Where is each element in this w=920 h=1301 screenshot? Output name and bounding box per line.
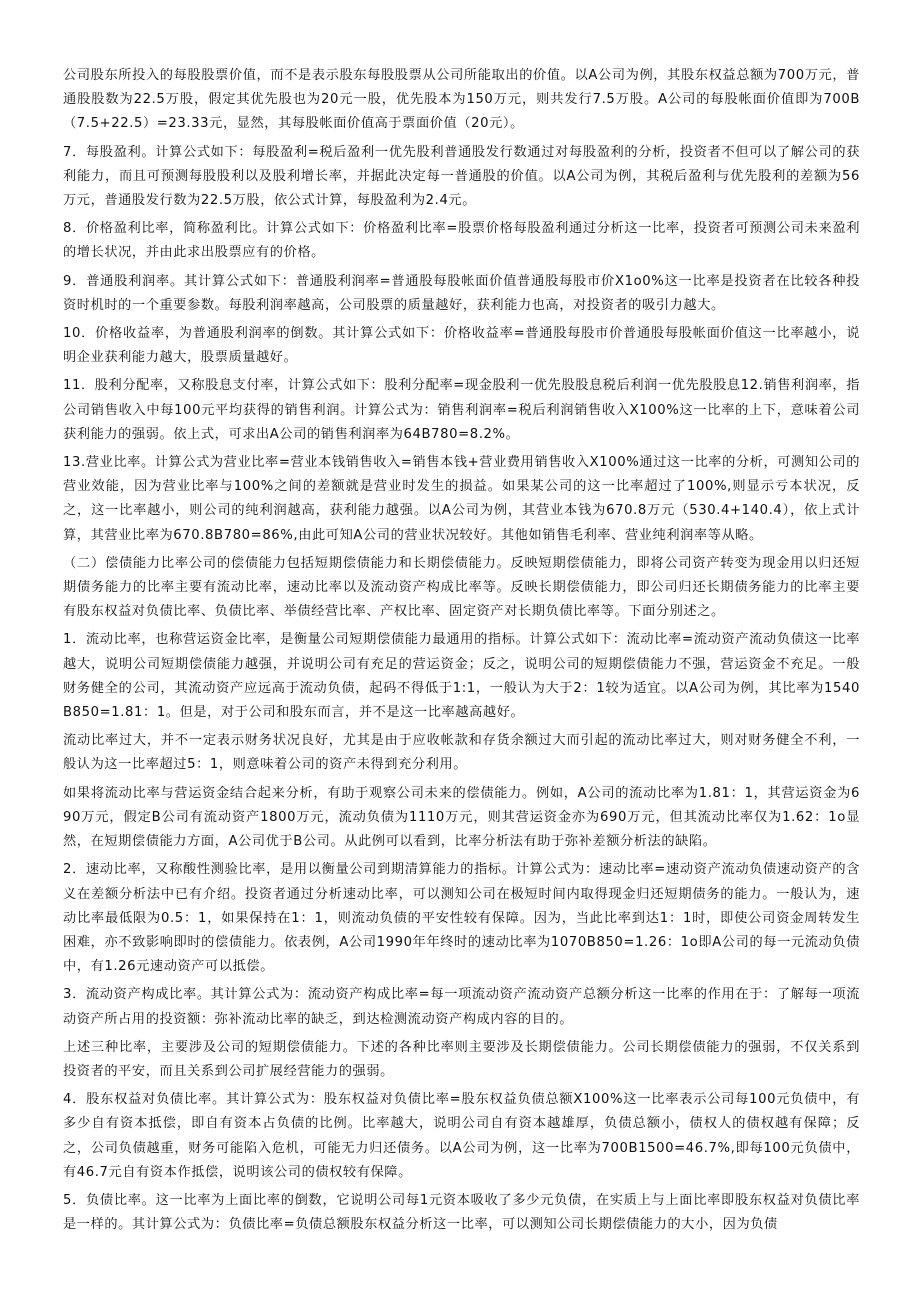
- paragraph-debt-ratio: 5．负债比率。这一比率为上面比率的倒数，它说明公司每1元资本吸收了多少元负债，在实质上与上面比率即股东权益对负债比率是一样的。其计算公式为：负债比率=负债总额股东权益分析这一比率，可以测知公司长期偿债能力的大小，因为负债: [63, 1192, 860, 1233]
- paragraph-payout-ratio: 11．股利分配率，又称股息支付率，计算公式如下：股利分配率=现金股利一优先股股息税后利润一优先股股息12.销售利润率，指公司销售收入中每100元平均获得的销售利润。计算公式为：销售利润率=税后利润销售收入X100%这一比率的上下，意味着公司获利能力的强弱。依上式，可求出A公司的销售利润率为64B780=8.2%。: [63, 378, 860, 442]
- paragraph-working-capital-example: 如果将流动比率与营运资金结合起来分析，有助于观察公司未来的偿债能力。例如，A公司的流动比率为1.81：1，其营运资金为690万元，假定B公司有流动资产1800万元，流动负债为1110万元，则其营运资金亦为690万元，但其流动比率仅为1.62：1o显然，在短期偿债能力方面，A公司优于B公司。从此例可以看到，比率分析法有助于弥补差额分析法的缺陷。: [63, 785, 860, 850]
- paragraph-solvency-ratios: （二）偿债能力比率公司的偿债能力包括短期偿债能力和长期偿债能力。反映短期偿债能力，即将公司资产转变为现金用以归还短期债务能力的比率主要有流动比率，速动比率以及流动资产构成比率等。反映长期偿债能力，即公司归还长期债务能力的比率主要有股东权益对负债比率、负债比率、举债经营比率、产权比率、固定资产对长期负债比率等。下面分别述之。: [63, 555, 860, 620]
- paragraph-current-ratio-excess: 流动比率过大，并不一定表示财务状况良好，尤其是由于应收帐款和存货余额过大而引起的流动比率过大，则对财务健全不利，一般认为这一比率超过5：1，则意味着公司的资产未得到充分利用。: [63, 733, 860, 773]
- paragraph-equity-to-debt: 4．股东权益对负债比率。其计算公式为：股东权益对负债比率=股东权益负债总额X100%这一比率表示公司每100元负债中，有多少自有资本抵偿，即自有资本占负债的比例。比率越大，说明公司自有资本越雄厚，负债总额小，债权人的债权越有保障；反之，公司负债越重，财务可能陷入危机，可能无力归还债务。以A公司为例，这一比率为700B1500=46.7%,即每100元负债中，有46.7元自有资本作抵偿，说明该公司的债权较有保障。: [63, 1092, 860, 1180]
- paragraph-long-term-intro: 上述三种比率，主要涉及公司的短期偿债能力。下述的各种比率则主要涉及长期偿债能力。公司长期偿债能力的强弱，不仅关系到投资者的平安，而且关系到公司扩展经营能力的强弱。: [63, 1039, 860, 1079]
- paragraph-current-asset-composition: 3．流动资产构成比率。其计算公式为：流动资产构成比率=每一项流动资产流动资产总额分析这一比率的作用在于：了解每一项流动资产所占用的投资额：弥补流动比率的缺乏，到达检测流动资产构成内容的目的。: [63, 987, 860, 1027]
- paragraph-operating-ratio: 13.营业比率。计算公式为营业比率=营业本钱销售收入=销售本钱+营业费用销售收入X100%通过这一比率的分析，可测知公司的营业效能，因为营业比率与100%之间的差额就是营业时发生的损益。如果某公司的这一比率超过了100%,则显示亏本状况，反之，这一比率越小，则公司的纯利润越高，获利能力越强。以A公司为例，其营业本钱为670.8万元（530.4+140.4），依上式计算，其营业比率为670.8B780=86%,由此可知A公司的营业状况较好。其他如销售毛利率、营业纯利润率等从略。: [63, 455, 860, 543]
- paragraph-earnings-per-share: 7．每股盈利。计算公式如下：每股盈利=税后盈利一优先股利普通股发行数通过对每股盈利的分析，投资者不但可以了解公司的获利能力，而且可预测每股股利以及股利增长率，并据此决定每一普通股的价值。以A公司为例，其税后盈利与优先股利的差额为56万元，普通股发行数为22.5万股，依公式计算，每股盈利为2.4元。: [63, 144, 860, 209]
- paragraph-common-stock-yield: 9．普通股利润率。其计算公式如下：普通股利润率=普通股每股帐面价值普通股每股市价X1o0%这一比率是投资者在比较各种投资时机时的一个重要参数。每股利润率越高，公司股票的质量越好，获利能力也高，对投资者的吸引力越大。: [63, 273, 860, 313]
- paragraph-price-earnings-ratio: 8．价格盈利比率，简称盈利比。计算公式如下：价格盈利比率=股票价格每股盈利通过分析这一比率，投资者可预测公司未来盈利的增长状况，并由此求出股票应有的价格。: [63, 221, 860, 261]
- paragraph-book-value: 公司股东所投入的每股股票价值，而不是表示股东每股股票从公司所能取出的价值。以A公司为例，其股东权益总额为700万元，普通股股数为22.5万股，假定其优先股也为20元一股，优先股本为150万元，则共发行7.5万股。A公司的每股帐面价值即为700B（7.5+22.5）=23.33元，显然，其每股帐面价值高于票面价值（20元）。: [63, 68, 860, 132]
- paragraph-price-yield-ratio: 10．价格收益率，为普通股利润率的倒数。其计算公式如下：价格收益率=普通股每股市价普通股每股帐面价值这一比率越小，说明企业获利能力越大，股票质量越好。: [63, 326, 860, 366]
- paragraph-current-ratio: 1．流动比率，也称营运资金比率，是衡量公司短期偿债能力最通用的指标。计算公式如下：流动比率=流动资产流动负债这一比率越大，说明公司短期偿债能力越强，并说明公司有充足的营运资金；反之，说明公司的短期偿债能力不强，营运资金不充足。一般财务健全的公司，其流动资产应远高于流动负债，起码不得低于1:1，一般认为大于2：1较为适宜。以A公司为例，其比率为1540B850=1.81：1。但是，对于公司和股东而言，并不是这一比率越高越好。: [63, 632, 860, 721]
- paragraph-quick-ratio: 2．速动比率，又称酸性测验比率，是用以衡量公司到期清算能力的指标。计算公式为：速动比率=速动资产流动负债速动资产的含义在差额分析法中已有介绍。投资者通过分析速动比率，可以测知公司在极短时间内取得现金归还短期债务的能力。一般认为，速动比率最低限为0.5：1，如果保持在1：1，则流动负债的平安性较有保障。因为，当此比率到达1：1时，即使公司资金周转发生困难，亦不致影响即时的偿债能力。依表例，A公司1990年年终时的速动比率为1070B850=1.26：1o即A公司的每一元流动负债中，有1.26元速动资产可以抵偿。: [63, 862, 860, 975]
